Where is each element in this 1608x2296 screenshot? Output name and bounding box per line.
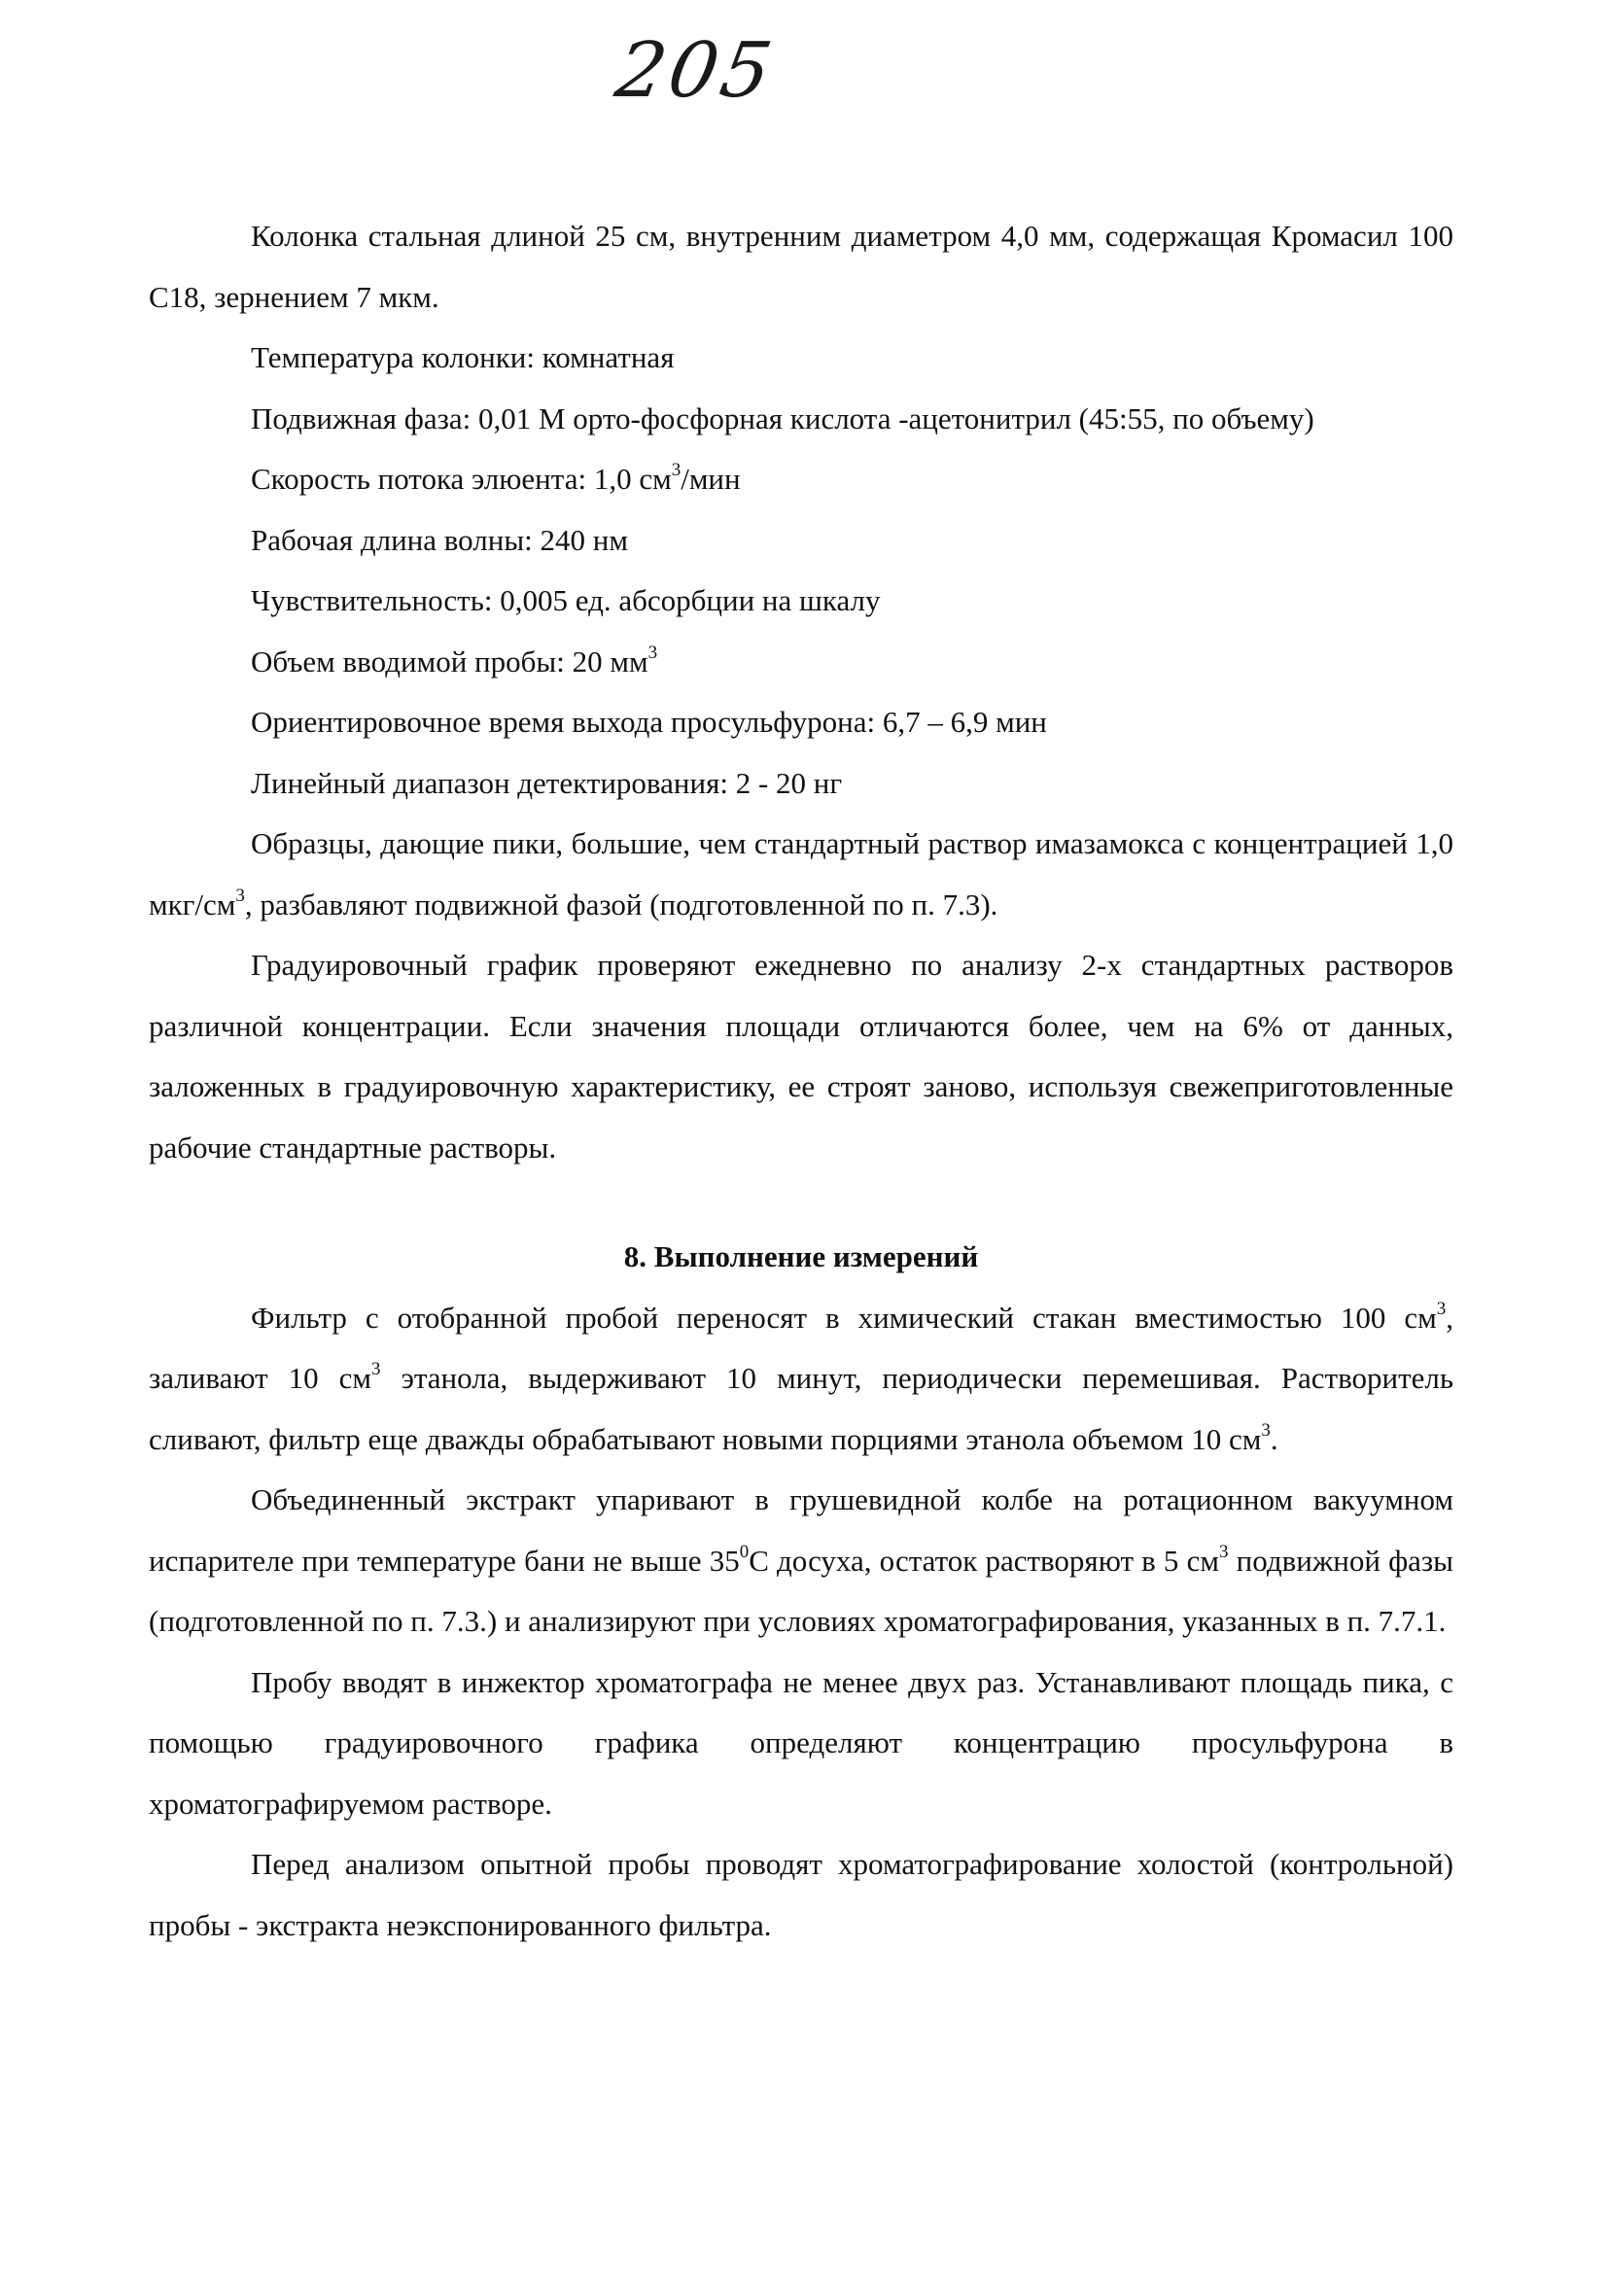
- dilution-instruction: [149, 814, 1453, 935]
- calibration-check: Градуировочный график проверяют ежедневно по анализу 2-х стандартных растворов различной концентрации. Если значения площади отличаются более, чем на 6% от данных, заложенных в градуировочную характеристику, ее строят заново, используя свежеприготовленные рабочие стандартные растворы.: [149, 948, 1453, 1165]
- flow-rate-text: Скорость потока элюента: 1,0 см: [251, 462, 672, 496]
- sensitivity: Чувствительность: 0,005 ед. абсорбции на шкалу: [251, 583, 881, 617]
- p1-superscript-1: 3: [1436, 1298, 1447, 1319]
- mobile-phase: Подвижная фаза: 0,01 М орто-фосфорная кислота -ацетонитрил (45:55, по объему): [251, 400, 1314, 435]
- p2-text-c: подвижной фазы (подготовленной по п. 7.3.) и анализируют при условиях хроматографирования, указанных в п. 7.7.1.: [149, 1543, 1453, 1638]
- procedure-paragraph-1: [149, 1288, 1453, 1471]
- procedure-paragraph-2: [149, 1470, 1453, 1652]
- dilution-superscript: 3: [235, 885, 245, 906]
- p1-text-b: , заливают 10 см: [149, 1300, 1453, 1395]
- procedure-paragraph-3: Пробу вводят в инжектор хроматографа не менее двух раз. Устанавливают площадь пика, с помощью градуировочного графика определяют концентрацию просульфурона в хроматографируемом растворе.: [149, 1664, 1453, 1821]
- p1-superscript-2: 3: [371, 1359, 381, 1379]
- p1-superscript-3: 3: [1261, 1419, 1271, 1441]
- wavelength: Рабочая длина волны: 240 нм: [251, 522, 628, 557]
- flow-rate: [149, 449, 1453, 510]
- flow-rate-unit: /мин: [681, 462, 741, 496]
- handwritten-page-number: 205: [610, 27, 782, 115]
- column-description: Колонка стальная длиной 25 см, внутренним диаметром 4,0 мм, содержащая Кромасил 100 С18, зернением 7 мкм.: [149, 219, 1453, 314]
- section-heading: 8. Выполнение измерений: [623, 1239, 979, 1273]
- procedure-paragraph-4: Перед анализом опытной пробы проводят хроматографирование холостой (контрольной) пробы - экстракта неэкспонированного фильтра.: [149, 1847, 1453, 1942]
- p2-text-a: Объединенный экстракт упаривают в грушевидной колбе на ротационном вакуумном испарителе при температуре бани не выше 35: [149, 1482, 1453, 1578]
- p2-superscript-2: 3: [1218, 1541, 1229, 1562]
- retention-time: Ориентировочное время выхода просульфурона: 6,7 – 6,9 мин: [251, 705, 1047, 739]
- column-temperature: Температура колонки: комнатная: [251, 340, 675, 374]
- p1-text-d: .: [1270, 1421, 1278, 1456]
- p2-text-b: С досуха, остаток растворяют в 5 см: [749, 1543, 1219, 1578]
- injection-volume-text: Объем вводимой пробы: 20 мм: [251, 644, 648, 678]
- p1-text-a: Фильтр с отобранной пробой переносят в химический стакан вместимостью 100 см: [251, 1300, 1437, 1335]
- linear-range: Линейный диапазон детектирования: 2 - 20 нг: [251, 765, 843, 800]
- p1-text-c: этанола, выдерживают 10 минут, периодически перемешивая. Растворитель сливают, фильтр еще дважды обрабатывают новыми порциями этанола объемом 10 см: [149, 1361, 1454, 1456]
- p2-superscript-1: 0: [739, 1541, 750, 1562]
- dilution-text: Образцы, дающие пики, большие, чем стандартный раствор имазамокса с концентрацией 1,0 мкг/см: [149, 826, 1453, 922]
- injection-volume: [149, 632, 1453, 693]
- injection-volume-superscript: 3: [647, 642, 658, 663]
- dilution-text-end: , разбавляют подвижной фазой (подготовленной по п. 7.3).: [244, 887, 998, 922]
- flow-rate-superscript: 3: [671, 460, 682, 480]
- document-body: [149, 206, 1453, 1956]
